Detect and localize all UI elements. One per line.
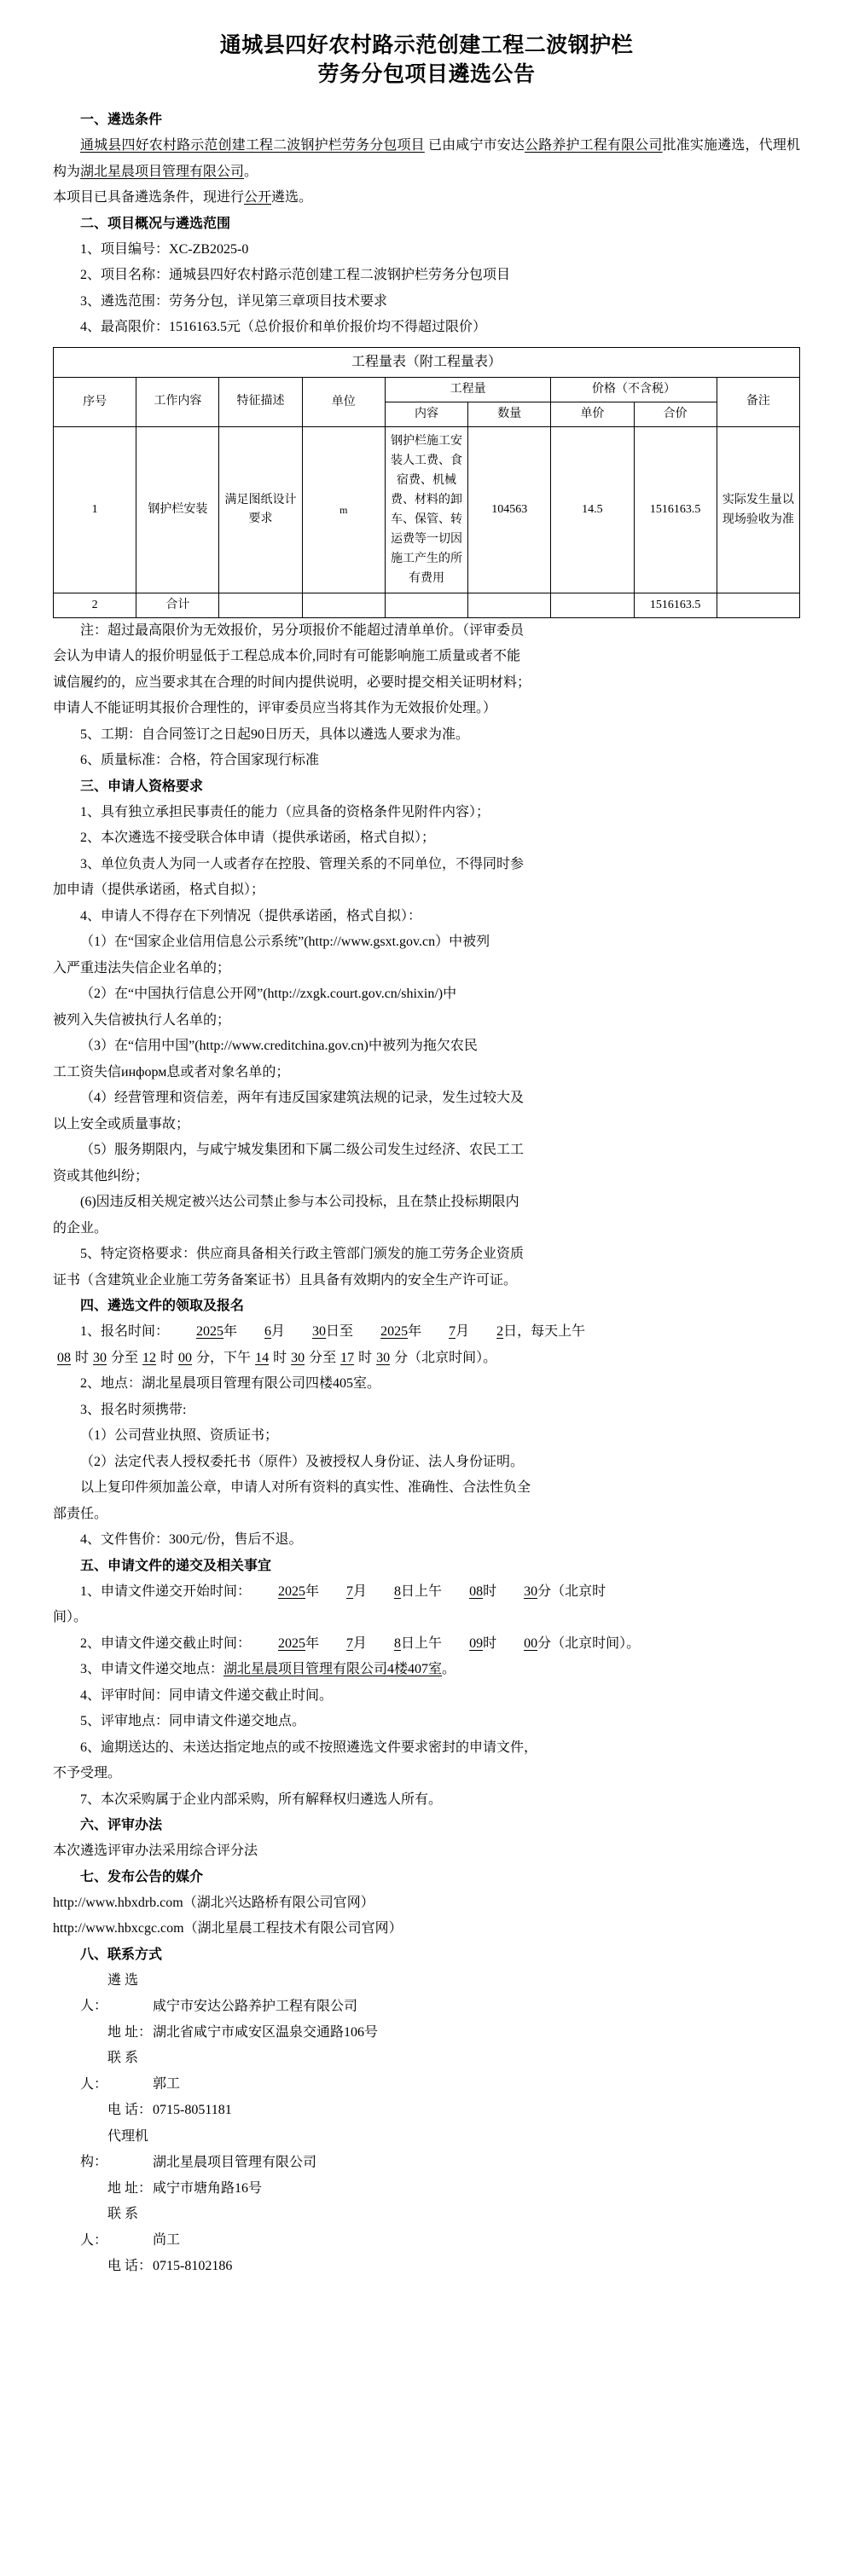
review-place-line: 5、评审地点：同申请文件递交地点。 — [80, 1714, 306, 1728]
prohibition-6-line2: 的企业。 — [53, 1220, 108, 1236]
prohibition-2-line1: （2）在“中国执行信息公开网”(http://zxgk.court.gov.cn/shixin/)中 — [80, 987, 457, 1001]
quality-standard-line: 6、质量标准：合格，符合国家现行标准 — [80, 753, 320, 767]
submission-end-min: 00 — [524, 1635, 538, 1651]
am-start-min: 30 — [93, 1350, 107, 1365]
reg-end-year: 2025 — [380, 1324, 409, 1339]
reg-start-day: 30 — [312, 1324, 327, 1339]
submission-end-label: 2、申请文件递交截止时间： — [80, 1635, 252, 1651]
pm-start-min: 30 — [291, 1350, 305, 1365]
reg-start-month: 6 — [264, 1324, 272, 1339]
submission-end-day: 8 — [394, 1635, 402, 1651]
section-heading-2: 二、项目概况与遴选范围 — [80, 216, 231, 231]
contact-value: 0715-8051181 — [153, 2103, 232, 2117]
table-caption-row — [54, 347, 800, 377]
max-price-line — [53, 315, 800, 341]
submission-start-hour: 08 — [469, 1583, 484, 1599]
cell-work: 钢护栏安装 — [136, 426, 219, 593]
cell-content — [385, 593, 467, 617]
project-title-label: 2、项目名称： — [80, 268, 170, 282]
table-note-line-2: 会认为申请人的报价明显低于工程总成本价,同时有可能影响施工质量或者不能 — [53, 649, 521, 663]
table-note-line-4: 申请人不能证明其报价合理性的，评审委员应当将其作为无效报价处理。） — [53, 701, 497, 715]
late-submission-line1: 6、逾期送达的、未送达指定地点的或不按照遴选文件要求密封的申请文件， — [80, 1740, 538, 1755]
contact-row — [53, 2254, 800, 2280]
th-unit: 单位 — [302, 377, 385, 426]
section-heading-6: 六、评审办法 — [80, 1818, 163, 1832]
submission-end-month: 7 — [346, 1635, 354, 1651]
cell-feature — [219, 593, 302, 617]
submission-place-tail: 。 — [442, 1662, 456, 1676]
max-price-label: 4、最高限价： — [80, 320, 170, 334]
table-header-row-1 — [54, 377, 800, 402]
cell-remark: 实际发生量以现场验收为准 — [717, 426, 799, 593]
submission-place-label: 3、申请文件递交地点： — [80, 1662, 224, 1676]
cell-feature: 满足图纸设计要求 — [219, 426, 302, 593]
submission-start-label: 1、申请文件递交开始时间： — [80, 1583, 252, 1599]
reg-end-day: 2 — [496, 1324, 504, 1339]
table-note-line-3: 诚信履约的，应当要求其在合理的时间内提供说明，必要时提交相关证明材料； — [53, 674, 531, 690]
submission-place-line — [53, 1657, 800, 1683]
media-url-2: http://www.hbxcgc.com（湖北星晨工程技术有限公司官网） — [53, 1921, 403, 1936]
project-title-value: 通城县四好农村路示范创建工程二波钢护栏劳务分包项目 — [169, 268, 511, 282]
page-title — [53, 31, 800, 89]
project-number-value: XC-ZB2025-0 — [169, 241, 249, 257]
registration-doc-2: （2）法定代表人授权委托书（原件）及被授权人身份证、法人身份证明。 — [80, 1454, 525, 1469]
contact-label: 电 话： — [107, 2259, 153, 2273]
project-name-underlined: 通城县四好农村路示范创建工程二波钢护栏劳务分包项目 — [80, 138, 425, 153]
am-end-min: 00 — [178, 1350, 193, 1365]
table-note-line-1: 注：超过最高限价为无效报价，另分项报价不能超过清单单价。（评审委员 — [80, 622, 525, 638]
s1-text-f: 。 — [244, 164, 258, 179]
special-qualification-line1: 5、特定资格要求：供应商具备相关行政主管部门颁发的施工劳务企业资质 — [80, 1247, 525, 1261]
scope-label: 3、遴选范围： — [80, 293, 170, 309]
section-heading-1: 一、遴选条件 — [80, 113, 163, 127]
submission-start-line: 1、申请文件递交开始时间： 2025年 7月 8日上午 08时 30分（北京时 — [53, 1579, 800, 1606]
submission-start-line2: 间）。 — [53, 1610, 88, 1624]
scope-value: 劳务分包，详见第三章项目技术要求 — [169, 293, 388, 309]
table-caption: 工程量表（附工程量表） — [54, 347, 800, 377]
special-qualification-line2: 证书（含建筑业企业施工劳务备案证书）且具备有效期内的安全生产许可证。 — [53, 1272, 518, 1288]
th-feature: 特征描述 — [219, 377, 302, 426]
cell-content: 钢护栏施工安装人工费、食宿费、机械费、材料的卸车、保管、转运费等一切因施工产生的所有费用 — [385, 426, 467, 593]
section-heading-7: 七、发布公告的媒介 — [80, 1869, 204, 1884]
section1-paragraph-1 — [53, 133, 800, 185]
section-heading-8: 八、联系方式 — [80, 1947, 163, 1962]
th-quantity-content: 内容 — [385, 402, 467, 426]
contact-label: 地 址： — [107, 2180, 153, 2196]
table-row — [54, 426, 800, 593]
qualification-item-1: 1、具有独立承担民事责任的能力（应具备的资格条件见附件内容）； — [80, 804, 490, 819]
section-heading-4: 四、遴选文件的领取及报名 — [80, 1299, 245, 1313]
pm-end-hour: 17 — [340, 1350, 355, 1365]
th-remark: 备注 — [717, 377, 799, 426]
submission-end-line: 2、申请文件递交截止时间： 2025年 7月 8日上午 09时 00分（北京时间）。 — [53, 1631, 800, 1658]
contact-value: 湖北星晨项目管理有限公司 — [153, 2155, 317, 2169]
registration-time-line-1: 1、报名时间： 2025年 6月 30日至 2025年 7月 2日，每天上午 — [53, 1319, 800, 1346]
prohibition-4-line1: （4）经营管理和资信差，两年有违反国家建筑法规的记录，发生过较大及 — [80, 1091, 525, 1105]
registration-label: 1、报名时间： — [80, 1324, 170, 1339]
prohibition-2-line2: 被列入失信被执行人名单的； — [53, 1012, 231, 1028]
scope-line — [53, 289, 800, 315]
registration-doc-1: （1）公司营业执照、资质证书； — [80, 1428, 279, 1443]
contact-value: 尚工 — [153, 2232, 181, 2248]
media-url-1: http://www.hbxdrb.com（湖北兴达路桥有限公司官网） — [53, 1895, 374, 1910]
section-heading-3: 三、申请人资格要求 — [80, 779, 204, 794]
prohibition-1-line2: 入严重违法失信企业名单的； — [53, 960, 231, 975]
duration-line: 5、工期：自合同签订之日起90日历天，具体以遴选人要求为准。 — [80, 726, 470, 742]
contact-label: 代理机构： — [80, 2128, 149, 2169]
contact-value: 咸宁市塘角路16号 — [153, 2180, 263, 2196]
am-start-hour: 08 — [57, 1350, 71, 1365]
registration-note-line1: 以上复印件须加盖公章，申请人对所有资料的真实性、准确性、合法性负全 — [80, 1480, 531, 1495]
cell-total: 1516163.5 — [634, 426, 717, 593]
late-submission-line2: 不予受理。 — [53, 1766, 122, 1780]
cell-quantity: 104563 — [468, 426, 551, 593]
contact-value: 湖北省咸宁市咸安区温泉交通路106号 — [153, 2024, 379, 2040]
contact-value: 咸宁市安达公路养护工程有限公司 — [153, 1999, 358, 2013]
s1-p2-c: 遴选。 — [271, 190, 313, 205]
cell-seq: 2 — [54, 593, 136, 617]
contact-label: 遴 选 人： — [80, 1972, 139, 2013]
document-price-line: 4、文件售价：300元/份，售后不退。 — [80, 1532, 303, 1547]
max-price-value: 1516163.5元（总价报价和单价报价均不得超过限价） — [169, 320, 487, 334]
reg-end-month: 7 — [449, 1324, 456, 1339]
registration-time-line-2: 08 时 30 分至 12 时 00 分，下午 14 时 30 分至 17 时 30 分（北京时间）。 — [53, 1346, 800, 1372]
contact-row — [53, 2202, 800, 2254]
contact-label: 电 话： — [107, 2103, 153, 2117]
submission-start-min: 30 — [524, 1583, 538, 1599]
section1-paragraph-2 — [53, 185, 800, 211]
submission-end-tail: （北京时间）。 — [551, 1635, 641, 1651]
th-quantity-group: 工程量 — [385, 377, 550, 402]
s1-p2-a: 本项目已具备遴选条件，现进行 — [53, 190, 245, 205]
s1-text-b: 已由咸宁市安达 — [424, 138, 525, 153]
submission-start-month: 7 — [346, 1583, 354, 1599]
registration-documents-label: 3、报名时须携带: — [80, 1402, 187, 1417]
submission-start-year: 2025 — [278, 1583, 306, 1599]
contact-list — [53, 1968, 800, 2280]
review-method-body: 本次遴选评审办法采用综合评分法 — [53, 1844, 258, 1858]
submission-start-day: 8 — [394, 1583, 402, 1599]
qualification-item-4: 4、申请人不得存在下列情况（提供承诺函，格式自拟）： — [80, 908, 422, 923]
prohibition-5-line2: 资或其他纠纷； — [53, 1168, 149, 1184]
project-number-line — [53, 237, 800, 263]
owner-company-underlined: 公路养护工程有限公司 — [525, 138, 663, 153]
time-tail: （北京时间）。 — [408, 1350, 497, 1365]
pm-end-min: 30 — [376, 1350, 391, 1365]
contact-value: 郭工 — [153, 2076, 181, 2092]
prohibition-5-line1: （5）服务期限内，与咸宁城发集团和下属二级公司发生过经济、农民工工 — [80, 1143, 525, 1157]
title-line-1: 通城县四好农村路示范创建工程二波钢护栏 — [219, 33, 634, 57]
section-heading-5: 五、申请文件的递交及相关事宜 — [80, 1558, 272, 1573]
cell-work: 合计 — [136, 593, 219, 617]
submission-start-tail: （北京时 — [551, 1583, 606, 1599]
submission-end-hour: 09 — [469, 1635, 484, 1651]
th-quantity-number: 数量 — [468, 402, 551, 426]
th-price-total: 合价 — [634, 402, 717, 426]
cell-unit — [302, 593, 385, 617]
prohibition-3-line2: 工工资失信информ息或者对象名单的； — [53, 1064, 290, 1080]
title-line-2: 劳务分包项目遴选公告 — [317, 62, 536, 86]
contact-label: 地 址： — [107, 2024, 153, 2040]
cell-unit: m — [302, 426, 385, 593]
registration-note-line2: 部责任。 — [53, 1506, 108, 1521]
cell-total: 1516163.5 — [634, 593, 717, 617]
bill-of-quantities-table — [53, 347, 800, 618]
cell-seq: 1 — [54, 426, 136, 593]
internal-procurement-line: 7、本次采购属于企业内部采购，所有解释权归遴选人所有。 — [80, 1792, 443, 1807]
contact-row — [53, 2124, 800, 2176]
contact-label: 联 系 人： — [80, 2051, 139, 2092]
agency-company-underlined: 湖北星晨项目管理有限公司 — [80, 164, 245, 179]
th-work: 工作内容 — [136, 377, 219, 426]
submission-place-value: 湖北星晨项目管理有限公司4楼407室 — [223, 1662, 443, 1676]
submission-end-year: 2025 — [278, 1635, 306, 1651]
contact-label: 联 系 人： — [80, 2207, 139, 2248]
qualification-item-2: 2、本次遴选不接受联合体申请（提供承诺函，格式自拟）； — [80, 831, 436, 845]
prohibition-1-line1: （1）在“国家企业信用信息公示系统”(http://www.gsxt.gov.cn）中被列 — [80, 935, 490, 949]
th-seq: 序号 — [54, 377, 136, 426]
reg-start-year: 2025 — [196, 1324, 224, 1339]
cell-remark — [717, 593, 799, 617]
project-number-label: 1、项目编号： — [80, 241, 170, 257]
review-time-line: 4、评审时间：同申请文件递交截止时间。 — [80, 1687, 334, 1703]
cell-price — [551, 593, 634, 617]
th-price-group: 价格（不含税） — [551, 377, 717, 402]
contact-row — [53, 2176, 800, 2203]
qualification-item-3-line1: 3、单位负责人为同一人或者存在控股、管理关系的不同单位，不得同时参 — [80, 856, 525, 871]
project-title-line — [53, 263, 800, 289]
contact-value: 0715-8102186 — [153, 2259, 233, 2273]
am-end-hour: 12 — [142, 1350, 157, 1365]
reg-tail: ，每天上午 — [517, 1324, 586, 1339]
th-price-unit: 单价 — [551, 402, 634, 426]
cell-quantity — [468, 593, 551, 617]
contact-row — [53, 2046, 800, 2098]
s1-text-d: 批准实施遴选，代理机构为 — [53, 138, 800, 179]
contact-row — [53, 2098, 800, 2124]
prohibition-6-line1: (6)因违反相关规定被兴达公司禁止参与本公司投标，且在禁止投标期限内 — [80, 1195, 519, 1209]
public-selection-underlined: 公开 — [244, 190, 272, 205]
contact-row — [53, 1968, 800, 2020]
qualification-item-3-line2: 加申请（提供承诺函，格式自拟）； — [53, 883, 265, 897]
registration-location: 2、地点：湖北星晨项目管理有限公司四楼405室。 — [80, 1376, 381, 1391]
prohibition-4-line2: 以上安全或质量事故； — [53, 1116, 190, 1132]
contact-row — [53, 2020, 800, 2046]
prohibition-3-line1: （3）在“信用中国”(http://www.creditchina.gov.cn)中被列为拖欠农民 — [80, 1039, 478, 1053]
cell-price: 14.5 — [551, 426, 634, 593]
table-row — [54, 593, 800, 617]
pm-start-hour: 14 — [255, 1350, 270, 1365]
